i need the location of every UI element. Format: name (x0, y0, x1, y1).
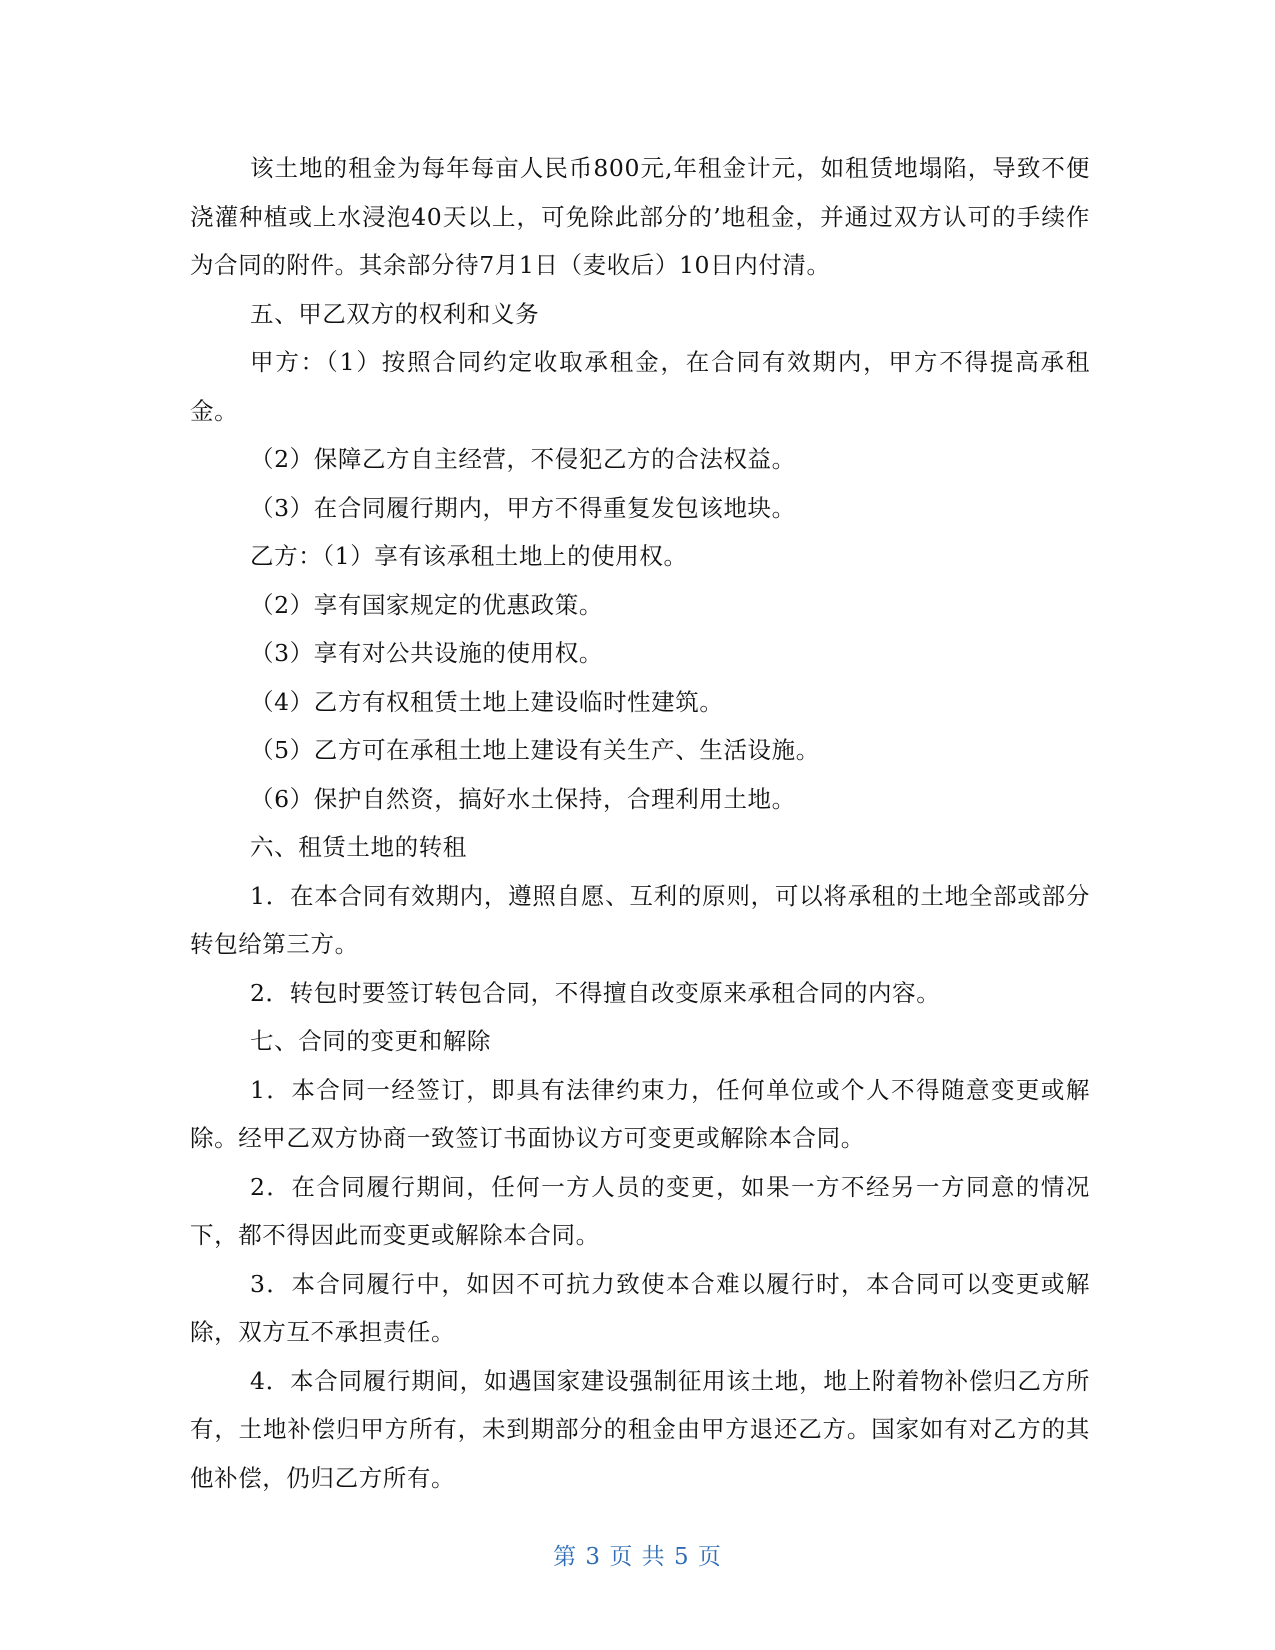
paragraph-party-a-3: （3）在合同履行期内，甲方不得重复发包该地块。 (250, 493, 796, 522)
paragraph-party-b-3: （3）享有对公共设施的使用权。 (250, 639, 603, 667)
document-body (190, 144, 1090, 1502)
paragraph-party-b-1: 乙方：（1）享有该承租土地上的使用权。 (250, 542, 688, 570)
section-heading-sublease: 六、租赁土地的转租 (250, 833, 467, 861)
paragraph-sublease-2: 2．转包时要签订转包合同，不得擅自改变原来承租合同的内容。 (250, 978, 941, 1007)
page-footer (0, 1542, 1275, 1572)
page-number-label: 第 3 页 共 5 页 (553, 1544, 722, 1570)
paragraph-party-b-5: （5）乙方可在承租土地上建设有关生产、生活设施。 (250, 736, 820, 764)
paragraph-rent-terms: 该土地的租金为每年每亩人民币800元,年租金计元，如租赁地塌陷，导致不便浇灌种植或上水浸泡40天以上，可免除此部分的’地租金，并通过双方认可的手续作为合同的附件。其余部分待7月1日（麦收后）10日内付清。 (190, 154, 1090, 279)
paragraph-change-3: 3．本合同履行中，如因不可抗力致使本合难以履行时，本合同可以变更或解除，双方互不承担责任。 (190, 1269, 1090, 1346)
paragraph-party-b-6: （6）保护自然资，搞好水土保持，合理利用土地。 (250, 784, 796, 813)
paragraph-sublease-1: 1．在本合同有效期内，遵照自愿、互利的原则，可以将承租的土地全部或部分转包给第三方。 (190, 881, 1090, 958)
paragraph-change-2: 2．在合同履行期间，任何一方人员的变更，如果一方不经另一方同意的情况下，都不得因此而变更或解除本合同。 (190, 1172, 1090, 1249)
paragraph-party-b-4: （4）乙方有权租赁土地上建设临时性建筑。 (250, 687, 724, 716)
paragraph-change-4: 4．本合同履行期间，如遇国家建设强制征用该土地，地上附着物补偿归乙方所有，土地补偿归甲方所有，未到期部分的租金由甲方退还乙方。国家如有对乙方的其他补偿，仍归乙方所有。 (190, 1366, 1090, 1492)
section-heading-rights-obligations: 五、甲乙双方的权利和义务 (250, 299, 540, 328)
paragraph-party-a-1: 甲方：（1）按照合同约定收取承租金，在合同有效期内，甲方不得提高承租金。 (190, 348, 1090, 425)
section-heading-change-termination: 七、合同的变更和解除 (250, 1027, 491, 1055)
paragraph-change-1: 1．本合同一经签订，即具有法律约束力，任何单位或个人不得随意变更或解除。经甲乙双方协商一致签订书面协议方可变更或解除本合同。 (190, 1075, 1090, 1152)
paragraph-party-a-2: （2）保障乙方自主经营，不侵犯乙方的合法权益。 (250, 445, 796, 473)
paragraph-party-b-2: （2）享有国家规定的优惠政策。 (250, 590, 603, 619)
